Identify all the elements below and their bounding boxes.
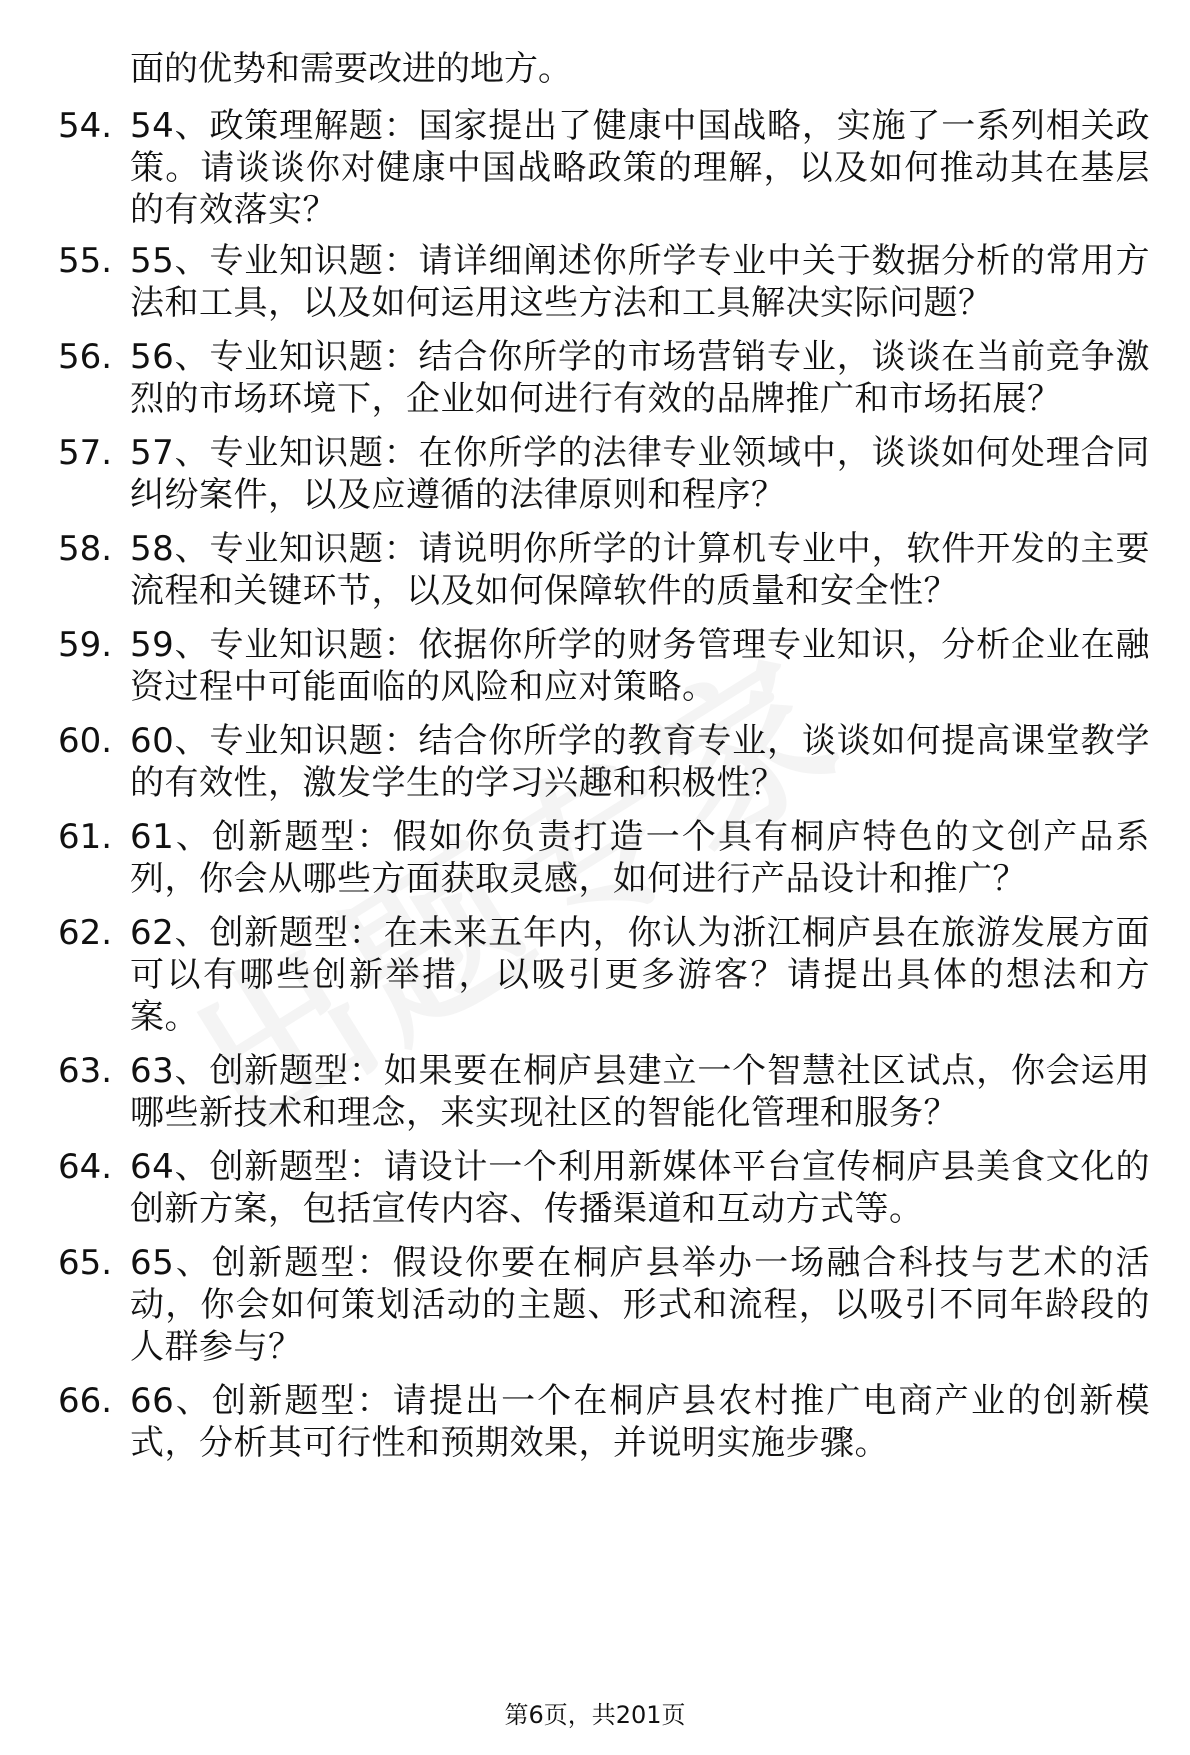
list-item [58,624,1158,708]
item-number: 54. [58,106,113,146]
list-item [58,1380,1158,1464]
item-number: 62. [58,913,113,953]
item-number: 61. [58,817,113,857]
item-number: 55. [58,241,113,281]
item-number: 64. [58,1147,113,1187]
item-text: 64、创新题型：请设计一个利用新媒体平台宣传桐庐县美食文化的创新方案，包括宣传内容、传播渠道和互动方式等。 [130,1147,1150,1229]
item-text: 63、创新题型：如果要在桐庐县建立一个智慧社区试点，你会运用哪些新技术和理念，来实现社区的智能化管理和服务？ [130,1051,1150,1133]
item-text: 61、创新题型：假如你负责打造一个具有桐庐特色的文创产品系列，你会从哪些方面获取灵感，如何进行产品设计和推广？ [130,817,1150,899]
continuation-text: 面的优势和需要改进的地方。 [130,49,572,89]
item-number: 63. [58,1051,113,1091]
item-text: 59、专业知识题：依据你所学的财务管理专业知识，分析企业在融资过程中可能面临的风险和应对策略。 [130,625,1150,707]
item-number: 60. [58,721,113,761]
item-text: 65、创新题型：假设你要在桐庐县举办一场融合科技与艺术的活动，你会如何策划活动的主题、形式和流程，以吸引不同年龄段的人群参与？ [130,1243,1150,1367]
list-item [58,1146,1158,1230]
item-text: 55、专业知识题：请详细阐述你所学专业中关于数据分析的常用方法和工具，以及如何运用这些方法和工具解决实际问题？ [130,241,1150,323]
list-item [58,528,1158,612]
item-text: 54、政策理解题：国家提出了健康中国战略，实施了一系列相关政策。请谈谈你对健康中国战略政策的理解，以及如何推动其在基层的有效落实？ [130,106,1150,230]
list-item [58,432,1158,516]
item-text: 58、专业知识题：请说明你所学的计算机专业中，软件开发的主要流程和关键环节，以及如何保障软件的质量和安全性？ [130,529,1150,611]
item-text: 60、专业知识题：结合你所学的教育专业，谈谈如何提高课堂教学的有效性，激发学生的学习兴趣和积极性？ [130,721,1150,803]
item-text: 66、创新题型：请提出一个在桐庐县农村推广电商产业的创新模式，分析其可行性和预期效果，并说明实施步骤。 [130,1381,1150,1463]
item-number: 65. [58,1243,113,1283]
item-number: 66. [58,1381,113,1421]
list-item [58,816,1158,900]
list-item [58,1242,1158,1368]
item-text: 62、创新题型：在未来五年内，你认为浙江桐庐县在旅游发展方面可以有哪些创新举措，以吸引更多游客？请提出具体的想法和方案。 [130,913,1150,1037]
list-item [58,336,1158,420]
item-number: 57. [58,433,113,473]
item-number: 59. [58,625,113,665]
list-item [58,912,1158,1038]
list-item [58,105,1158,231]
list-item [58,720,1158,804]
item-number: 58. [58,529,113,569]
list-item [58,240,1158,324]
item-text: 57、专业知识题：在你所学的法律专业领域中，谈谈如何处理合同纠纷案件，以及应遵循的法律原则和程序？ [130,433,1150,515]
list-item [58,1050,1158,1134]
item-text: 56、专业知识题：结合你所学的市场营销专业，谈谈在当前竞争激烈的市场环境下，企业如何进行有效的品牌推广和市场拓展？ [130,337,1150,419]
item-number: 56. [58,337,113,377]
page-footer: 第6页，共201页 [504,1701,686,1729]
